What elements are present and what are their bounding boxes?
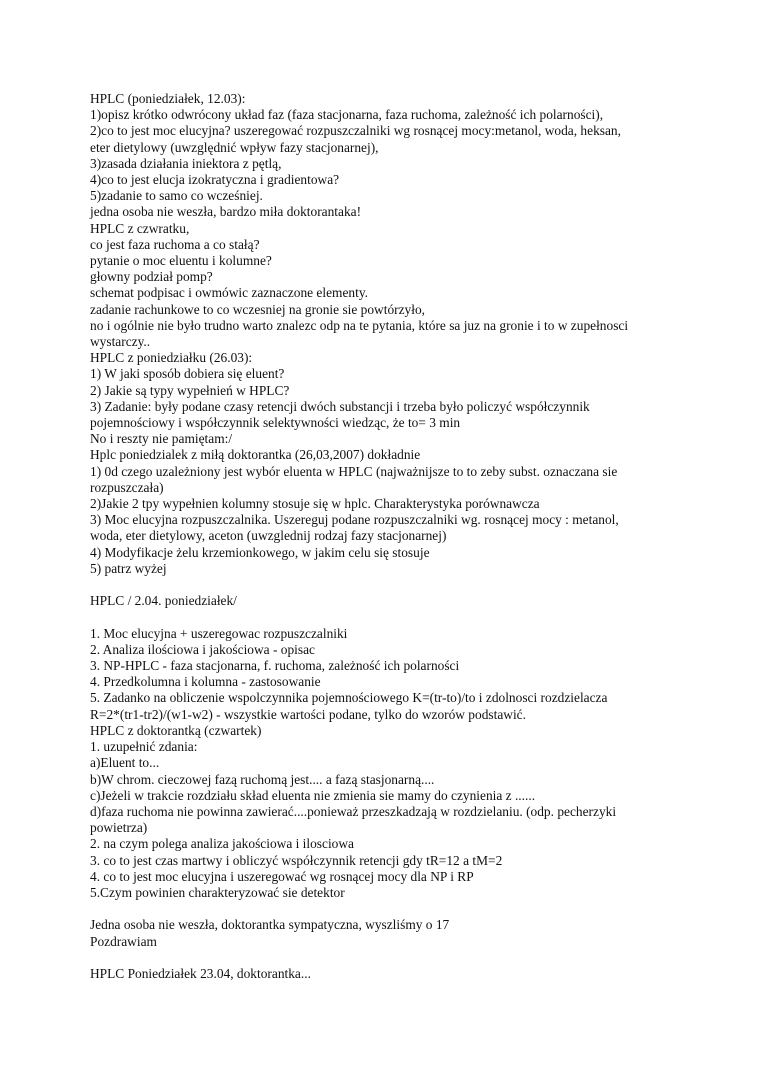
text-line: 4) Modyfikacje żelu krzemionkowego, w jakim celu się stosuje xyxy=(90,544,430,560)
text-line: 1. uzupełnić zdania: xyxy=(90,739,198,755)
text-line: HPLC z poniedziałku (26.03): xyxy=(90,350,253,366)
text-line: pytanie o moc eluentu i kolumne? xyxy=(90,253,272,269)
text-line: HPLC z doktorantką (czwartek) xyxy=(90,722,262,738)
text-line: pojemnościowy i współczynnik selektywności wiedząc, że to= 3 min xyxy=(90,415,461,431)
text-line: głowny podział pomp? xyxy=(90,269,213,285)
text-line: 2. na czym polega analiza jakościowa i ilosciowa xyxy=(90,836,354,852)
text-line: HPLC z czwratku, xyxy=(90,220,190,236)
text-line: 2) Jakie są typy wypełnień w HPLC? xyxy=(90,382,290,398)
text-line: 5)zadanie to samo co wcześniej. xyxy=(90,188,263,204)
text-line: HPLC Poniedziałek 23.04, doktorantka... xyxy=(90,965,311,981)
text-line: R=2*(tr1-tr2)/(w1-w2) - wszystkie wartości podane, tylko do wzorów podstawić. xyxy=(90,706,526,722)
text-line: a)Eluent to... xyxy=(90,755,160,771)
text-line: eter dietylowy (uwzględnić wpływ fazy stacjonarnej), xyxy=(90,139,379,155)
text-line: b)W chrom. cieczowej fazą ruchomą jest.... a fazą stasjonarną.... xyxy=(90,771,435,787)
blank-line xyxy=(90,901,670,917)
blank-line xyxy=(90,950,670,966)
text-line: 4)co to jest elucja izokratyczna i gradientowa? xyxy=(90,172,340,188)
text-line: jedna osoba nie weszła, bardzo miła doktorantaka! xyxy=(90,204,362,220)
text-line: Pozdrawiam xyxy=(90,933,157,949)
text-line: 5.Czym powinien charakteryzować sie detektor xyxy=(90,884,345,900)
text-line: 1) 0d czego uzależniony jest wybór eluenta w HPLC (najważnijsze to to zeby subst. oznaczana sie xyxy=(90,463,618,479)
text-line: rozpuszczała) xyxy=(90,479,164,495)
text-line: 3) Moc elucyjna rozpuszczalnika. Uszereguj podane rozpuszczalniki wg. rosnącej mocy : metanol, xyxy=(90,512,619,528)
document-text xyxy=(90,91,670,982)
text-line: HPLC / 2.04. poniedziałek/ xyxy=(90,593,237,609)
text-line: 4. co to jest moc elucyjna i uszeregować wg rosnącej mocy dla NP i RP xyxy=(90,868,474,884)
text-line: co jest faza ruchoma a co stałą? xyxy=(90,236,260,252)
text-line: HPLC (poniedziałek, 12.03): xyxy=(90,91,246,106)
text-line: zadanie rachunkowe to co wczesniej na gronie sie powtórzyło, xyxy=(90,301,426,317)
text-line: No i reszty nie pamiętam:/ xyxy=(90,431,233,447)
text-line: c)Jeżeli w trakcie rozdziału skład eluenta nie zmienia sie mamy do czynienia z ...... xyxy=(90,787,536,803)
text-line: 4. Przedkolumna i kolumna - zastosowanie xyxy=(90,674,321,690)
text-line: 2)co to jest moc elucyjna? uszeregować rozpuszczalniki wg rosnącej mocy:metanol, woda, heksan, xyxy=(90,123,621,139)
text-line: 2. Analiza ilościowa i jakościowa - opisac xyxy=(90,641,315,657)
blank-line xyxy=(90,609,670,625)
text-line: 3)zasada działania iniektora z pętlą, xyxy=(90,155,282,171)
text-line: no i ogólnie nie było trudno warto znalezc odp na te pytania, które sa juz na gronie i to w zupełnosci xyxy=(90,317,629,333)
text-line: 3. co to jest czas martwy i obliczyć współczynnik retencji gdy tR=12 a tM=2 xyxy=(90,852,503,868)
text-line: d)faza ruchoma nie powinna zawierać....ponieważ przeszkadzają w rozdzielaniu. (odp. pecherzyki xyxy=(90,803,617,819)
text-line: 2)Jakie 2 tpy wypełnien kolumny stosuje się w hplc. Charakterystyka porównawcza xyxy=(90,496,540,512)
text-line: 1)opisz krótko odwrócony układ faz (faza stacjonarna, faza ruchoma, zależność ich polarności), xyxy=(90,107,604,123)
text-line: Jedna osoba nie weszła, doktorantka sympatyczna, wyszliśmy o 17 xyxy=(90,917,450,933)
text-line: Hplc poniedzialek z miłą doktorantka (26,03,2007) dokładnie xyxy=(90,447,421,463)
blank-line xyxy=(90,577,670,593)
text-line: woda, eter dietylowy, aceton (uwzglednij rodzaj fazy stacjonarnej) xyxy=(90,528,447,544)
text-line: 1. Moc elucyjna + uszeregowac rozpuszczalniki xyxy=(90,625,348,641)
text-line: 3) Zadanie: były podane czasy retencji dwóch substancji i trzeba było policzyć współczynnik xyxy=(90,398,590,414)
text-line: 5) patrz wyżej xyxy=(90,560,167,576)
text-line: 5. Zadanko na obliczenie wspolczynnika pojemnościowego K=(tr-to)/to i zdolnosci rozdzielacza xyxy=(90,690,608,706)
text-line: wystarczy.. xyxy=(90,334,151,350)
text-line: powietrza) xyxy=(90,820,148,836)
text-line: schemat podpisac i owmówic zaznaczone elementy. xyxy=(90,285,368,301)
text-line: 1) W jaki sposób dobiera się eluent? xyxy=(90,366,285,382)
text-line: 3. NP-HPLC - faza stacjonarna, f. ruchoma, zależność ich polarności xyxy=(90,658,460,674)
